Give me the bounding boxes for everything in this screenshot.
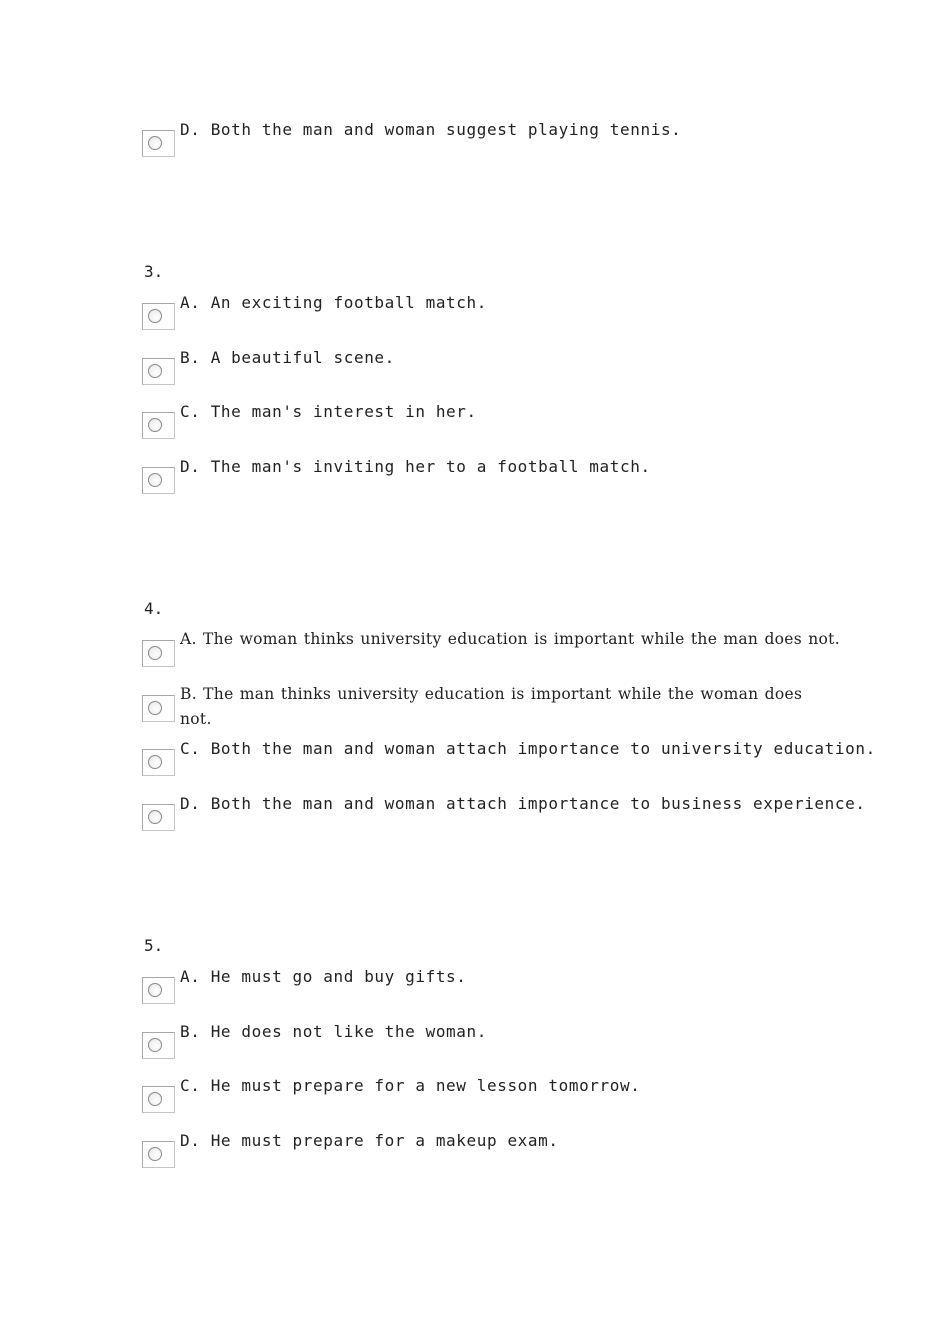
option-label: A. He must go and buy gifts. — [180, 967, 467, 986]
radio-button[interactable] — [142, 640, 175, 667]
option-q3-a — [142, 293, 842, 343]
option-label: D. The man's inviting her to a football match. — [180, 457, 651, 476]
option-q3-b — [142, 348, 842, 398]
radio-button[interactable] — [142, 977, 175, 1004]
option-label: C. The man's interest in her. — [180, 402, 477, 421]
radio-circle-icon — [148, 136, 162, 150]
option-q5-b — [142, 1022, 842, 1072]
option-q5-d — [142, 1131, 842, 1181]
radio-button[interactable] — [142, 467, 175, 494]
option-label: B. The man thinks university education is important while the woman does not. — [180, 685, 803, 728]
radio-circle-icon — [148, 473, 162, 487]
option-label: C. He must prepare for a new lesson tomorrow. — [180, 1076, 641, 1095]
radio-circle-icon — [148, 1038, 162, 1052]
question-number: 3. — [144, 262, 164, 281]
radio-button[interactable] — [142, 1086, 175, 1113]
radio-circle-icon — [148, 755, 162, 769]
option-label: D. Both the man and woman attach importance to business experience. — [180, 794, 866, 813]
option-q2-d — [142, 120, 842, 170]
option-label: B. A beautiful scene. — [180, 348, 395, 367]
option-label: C. Both the man and woman attach importance to university education. — [180, 739, 876, 758]
radio-circle-icon — [148, 418, 162, 432]
radio-circle-icon — [148, 983, 162, 997]
option-q5-c — [142, 1076, 842, 1126]
option-label: A. The woman thinks university education is important while the man does not. — [180, 630, 840, 648]
option-label: A. An exciting football match. — [180, 293, 487, 312]
radio-button[interactable] — [142, 695, 175, 722]
radio-circle-icon — [148, 364, 162, 378]
radio-button[interactable] — [142, 1141, 175, 1168]
question-number: 5. — [144, 936, 164, 955]
option-q3-d — [142, 457, 842, 507]
radio-button[interactable] — [142, 130, 175, 157]
radio-button[interactable] — [142, 303, 175, 330]
option-q3-c — [142, 402, 842, 452]
radio-button[interactable] — [142, 749, 175, 776]
radio-button[interactable] — [142, 358, 175, 385]
radio-button[interactable] — [142, 804, 175, 831]
radio-circle-icon — [148, 1147, 162, 1161]
option-q4-d — [142, 794, 866, 844]
option-q5-a — [142, 967, 842, 1017]
option-label: D. He must prepare for a makeup exam. — [180, 1131, 559, 1150]
radio-circle-icon — [148, 1092, 162, 1106]
radio-button[interactable] — [142, 412, 175, 439]
radio-circle-icon — [148, 701, 162, 715]
radio-circle-icon — [148, 646, 162, 660]
option-q4-c — [142, 739, 876, 789]
radio-button[interactable] — [142, 1032, 175, 1059]
option-label: B. He does not like the woman. — [180, 1022, 487, 1041]
radio-circle-icon — [148, 810, 162, 824]
question-number: 4. — [144, 599, 164, 618]
radio-circle-icon — [148, 309, 162, 323]
option-label: D. Both the man and woman suggest playing tennis. — [180, 120, 682, 139]
